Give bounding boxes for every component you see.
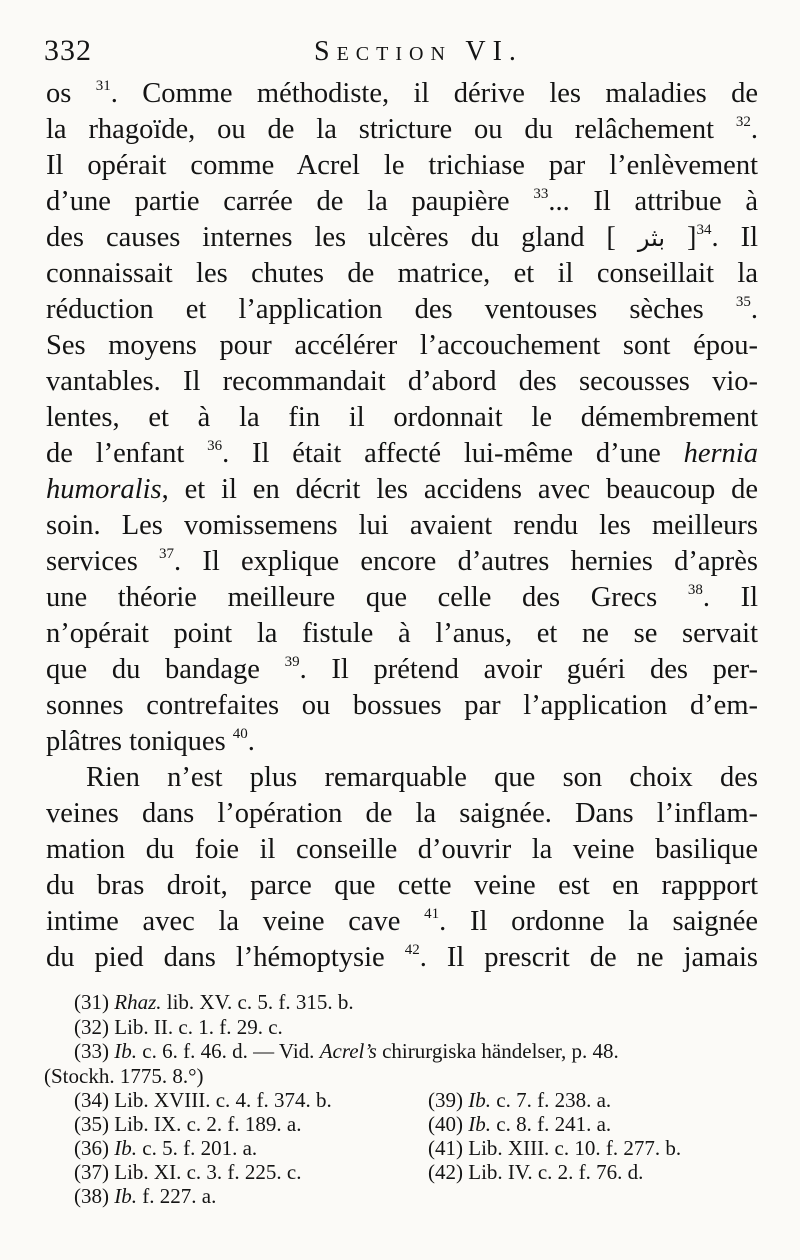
body-text xyxy=(46,76,758,976)
text-line: d’une partie carrée de la paupière $^{33}$... Il attribue à xyxy=(46,186,758,217)
text-line: intime avec la veine cave $^{41}$. Il ordonne la saignée xyxy=(46,906,758,937)
text-line: que du bandage $^{39}$. Il prétend avoir guéri des per- xyxy=(46,654,758,685)
text-line: connaissait les chutes de matrice, et il conseillait la xyxy=(46,258,758,289)
text-line: Il opérait comme Acrel le trichiase par l’enlèvement xyxy=(46,150,758,181)
footnote: (42) Lib. IV. c. 2. f. 76. d. xyxy=(428,1160,644,1184)
footnote: (34) Lib. XVIII. c. 4. f. 374. b. xyxy=(74,1088,332,1112)
footnote-column-left xyxy=(74,1088,434,1208)
footnote: (33) Ib. c. 6. f. 46. d. — Vid. Acrel’s chirurgiska händelser, p. 48. xyxy=(74,1039,619,1063)
footnote: (32) Lib. II. c. 1. f. 29. c. xyxy=(74,1014,283,1039)
text-line: humoralis, et il en décrit les accidens avec beaucoup de xyxy=(46,474,758,505)
text-line: du bras droit, parce que cette veine est en rappport xyxy=(46,870,758,901)
footnote-continuation: (Stockh. 1775. 8.°) xyxy=(44,1063,204,1088)
text-line: veines dans l’opération de la saignée. Dans l’inflam- xyxy=(46,798,758,829)
running-head: Section VI. xyxy=(314,36,523,67)
page-number: 332 xyxy=(44,34,92,67)
text-line: os $^{31}$. Comme méthodiste, il dérive les maladies de xyxy=(46,78,758,109)
footnote: (36) Ib. c. 5. f. 201. a. xyxy=(74,1136,258,1160)
text-line: Rien n’est plus remarquable que son choix des xyxy=(86,762,758,793)
text-line: sonnes contrefaites ou bossues par l’application d’em- xyxy=(46,690,758,721)
footnote: (35) Lib. IX. c. 2. f. 189. a. xyxy=(74,1112,302,1136)
footnote: (39) Ib. c. 7. f. 238. a. xyxy=(428,1088,612,1112)
text-line: vantables. Il recommandait d’abord des secousses vio- xyxy=(46,366,758,397)
text-line: réduction et l’application des ventouses sèches $^{35}$. xyxy=(46,294,758,325)
text-line: n’opérait point la fistule à l’anus, et ne se servait xyxy=(46,618,758,649)
text-line: lentes, et à la fin il ordonnait le démembrement xyxy=(46,402,758,433)
text-line: plâtres toniques $^{40}$. xyxy=(46,726,255,757)
text-line: soin. Les vomissemens lui avaient rendu les meilleurs xyxy=(46,510,758,541)
text-line: services $^{37}$. Il explique encore d’autres hernies d’après xyxy=(46,546,758,577)
page-header xyxy=(44,28,764,68)
text-line: mation du foie il conseille d’ouvrir la veine basilique xyxy=(46,834,758,865)
footnote: (40) Ib. c. 8. f. 241. a. xyxy=(428,1112,612,1136)
footnote-column-right xyxy=(428,1088,768,1184)
footnote: (37) Lib. XI. c. 3. f. 225. c. xyxy=(74,1160,302,1184)
text-line: des causes internes les ulcères du gland [ بثر ]$^{34}$. Il xyxy=(46,222,758,253)
footnote: (31) Rhaz. lib. XV. c. 5. f. 315. b. xyxy=(74,990,354,1014)
text-line: Ses moyens pour accélérer l’accouchement sont épou- xyxy=(46,330,758,361)
footnotes xyxy=(44,990,774,1218)
arabic-word: بثر xyxy=(637,224,666,252)
text-line: de l’enfant $^{36}$. Il était affecté lui-même d’une hernia xyxy=(46,438,758,469)
text-line: la rhagoïde, ou de la stricture ou du relâchement $^{32}$. xyxy=(46,114,758,145)
text-line: du pied dans l’hémoptysie $^{42}$. Il prescrit de ne jamais xyxy=(46,942,758,973)
footnote-columns xyxy=(44,1088,774,1218)
footnote: (41) Lib. XIII. c. 10. f. 277. b. xyxy=(428,1136,682,1160)
footnote: (38) Ib. f. 227. a. xyxy=(74,1184,217,1208)
text-line: une théorie meilleure que celle des Grecs $^{38}$. Il xyxy=(46,582,758,613)
